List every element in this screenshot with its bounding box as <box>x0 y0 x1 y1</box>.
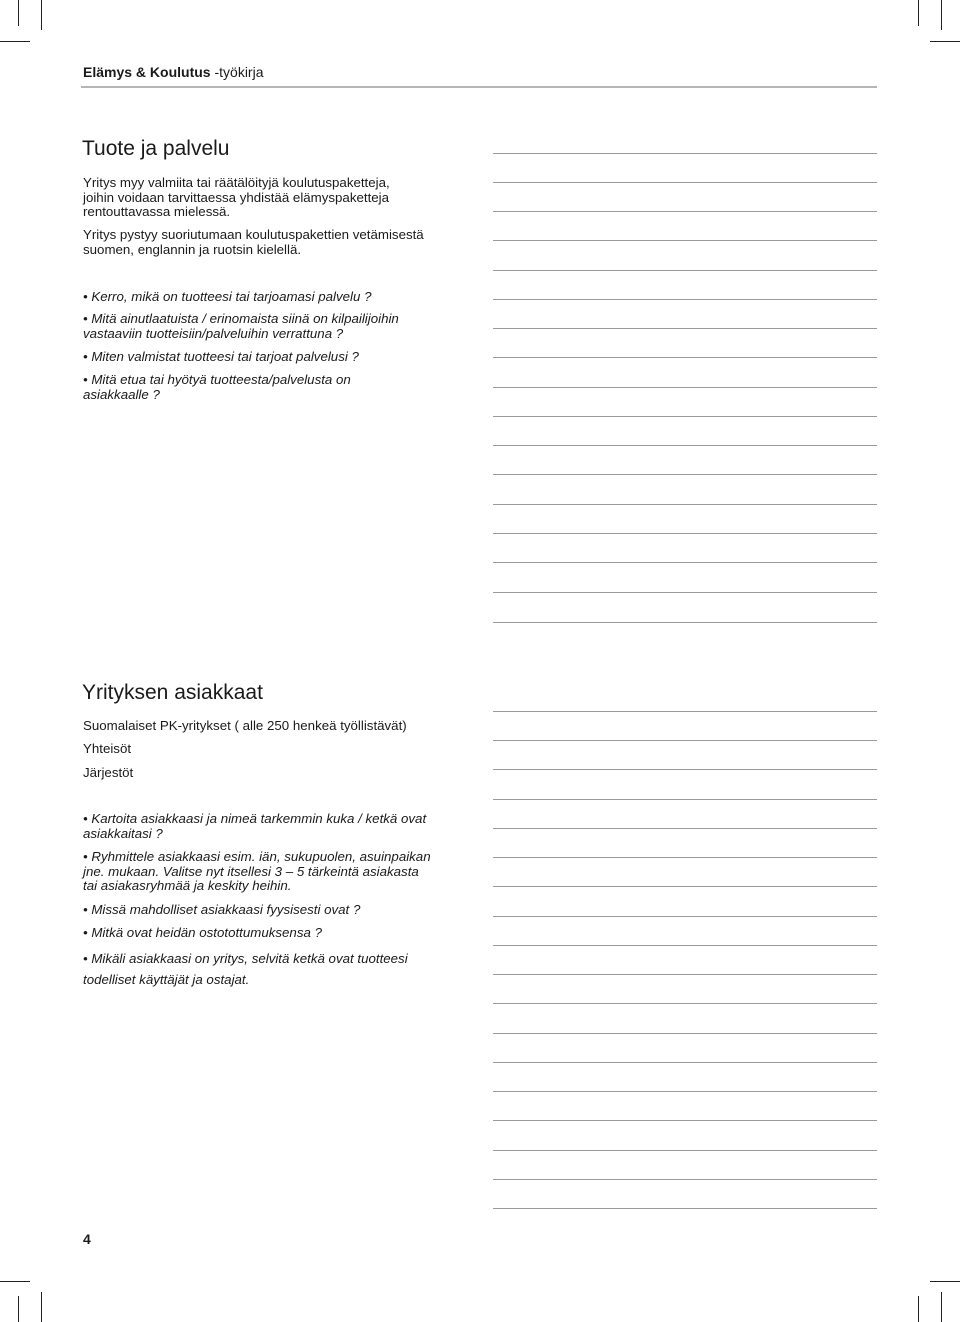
writing-line <box>493 504 877 505</box>
writing-line <box>493 769 877 770</box>
text-line: Yritys myy valmiita tai räätälöityjä koulutuspaketteja, <box>83 175 390 190</box>
writing-line <box>493 357 877 358</box>
text-line: tai asiakasryhmää ja keskity heihin. <box>83 878 292 894</box>
writing-line <box>493 828 877 829</box>
writing-line <box>493 270 877 271</box>
customer-question-5 <box>83 948 408 990</box>
writing-line <box>493 886 877 887</box>
header-suffix: -työkirja <box>210 64 264 80</box>
writing-line <box>493 1091 877 1092</box>
section-divider <box>493 622 877 623</box>
writing-line <box>493 416 877 417</box>
text-line: suomen, englannin ja ruotsin kielellä. <box>83 241 302 257</box>
customer-question-1 <box>83 812 426 841</box>
writing-line <box>493 328 877 329</box>
product-question-3 <box>83 350 359 365</box>
writing-line <box>493 1062 877 1063</box>
writing-line <box>493 562 877 563</box>
writing-line <box>493 1003 877 1004</box>
writing-line <box>493 1179 877 1180</box>
text-line: joihin voidaan tarvittaessa yhdistää elämyspaketteja <box>83 189 390 205</box>
page-number: 4 <box>83 1231 91 1247</box>
writing-line <box>493 1120 877 1121</box>
section-title-customers: Yrityksen asiakkaat <box>82 681 263 704</box>
customer-question-4 <box>83 926 322 941</box>
text-line: • Mitä ainutlaatuista / erinomaista siinä on kilpailijoihin <box>83 311 399 326</box>
writing-line <box>493 916 877 917</box>
writing-line <box>493 799 877 800</box>
writing-line <box>493 1208 877 1209</box>
writing-line <box>493 974 877 975</box>
writing-line <box>493 711 877 712</box>
writing-line <box>493 299 877 300</box>
customer-group-1: Suomalaiset PK-yritykset ( alle 250 henkeä työllistävät) <box>83 718 407 733</box>
text-line: vastaaviin tuotteisiin/palveluihin verrattuna ? <box>83 325 344 341</box>
writing-line <box>493 740 877 741</box>
product-question-1 <box>83 290 371 305</box>
writing-line <box>493 592 877 593</box>
writing-line <box>493 445 877 446</box>
writing-line <box>493 1033 877 1034</box>
text-line: asiakkaitasi ? <box>83 825 163 841</box>
text-line: • Mikäli asiakkaasi on yritys, selvitä ketkä ovat tuotteesi <box>83 951 408 966</box>
writing-line <box>493 240 877 241</box>
product-question-2 <box>83 312 399 341</box>
writing-line <box>493 857 877 858</box>
running-header <box>83 63 264 81</box>
text-line: Yritys pystyy suoriutumaan koulutuspakettien vetämisestä <box>83 227 424 242</box>
writing-line <box>493 533 877 534</box>
text-line: todelliset käyttäjät ja ostajat. <box>83 972 250 987</box>
product-question-4 <box>83 373 351 402</box>
writing-line <box>493 153 877 154</box>
writing-line <box>493 945 877 946</box>
header-rule <box>81 86 877 88</box>
text-line: • Missä mahdolliset asiakkaasi fyysisesti ovat ? <box>83 902 361 917</box>
writing-line <box>493 182 877 183</box>
writing-line <box>493 474 877 475</box>
product-description-2 <box>83 228 424 257</box>
text-line: jne. mukaan. Valitse nyt itsellesi 3 – 5 tärkeintä asiakasta <box>83 863 419 879</box>
text-line: • Kartoita asiakkaasi ja nimeä tarkemmin kuka / ketkä ovat <box>83 811 427 826</box>
text-line: • Miten valmistat tuotteesi tai tarjoat palvelusi ? <box>83 349 359 364</box>
product-description-1 <box>83 176 390 220</box>
section-title-product: Tuote ja palvelu <box>82 137 230 160</box>
customer-question-3 <box>83 903 360 918</box>
header-brand: Elämys & Koulutus <box>83 64 211 80</box>
writing-line <box>493 387 877 388</box>
customer-question-2 <box>83 850 431 894</box>
customer-group-2: Yhteisöt <box>83 741 132 756</box>
writing-line <box>493 1150 877 1151</box>
text-line: • Mitä etua tai hyötyä tuotteesta/palvelusta on <box>83 372 351 387</box>
text-line: • Mitkä ovat heidän ostotottumuksensa ? <box>83 925 322 940</box>
text-line: rentouttavassa mielessä. <box>83 204 231 220</box>
writing-line <box>493 211 877 212</box>
text-line: • Ryhmittele asiakkaasi esim. iän, sukupuolen, asuinpaikan <box>83 849 431 864</box>
text-line: asiakkaalle ? <box>83 386 160 402</box>
text-line: • Kerro, mikä on tuotteesi tai tarjoamasi palvelu ? <box>83 289 372 304</box>
customer-group-3: Järjestöt <box>83 765 134 780</box>
